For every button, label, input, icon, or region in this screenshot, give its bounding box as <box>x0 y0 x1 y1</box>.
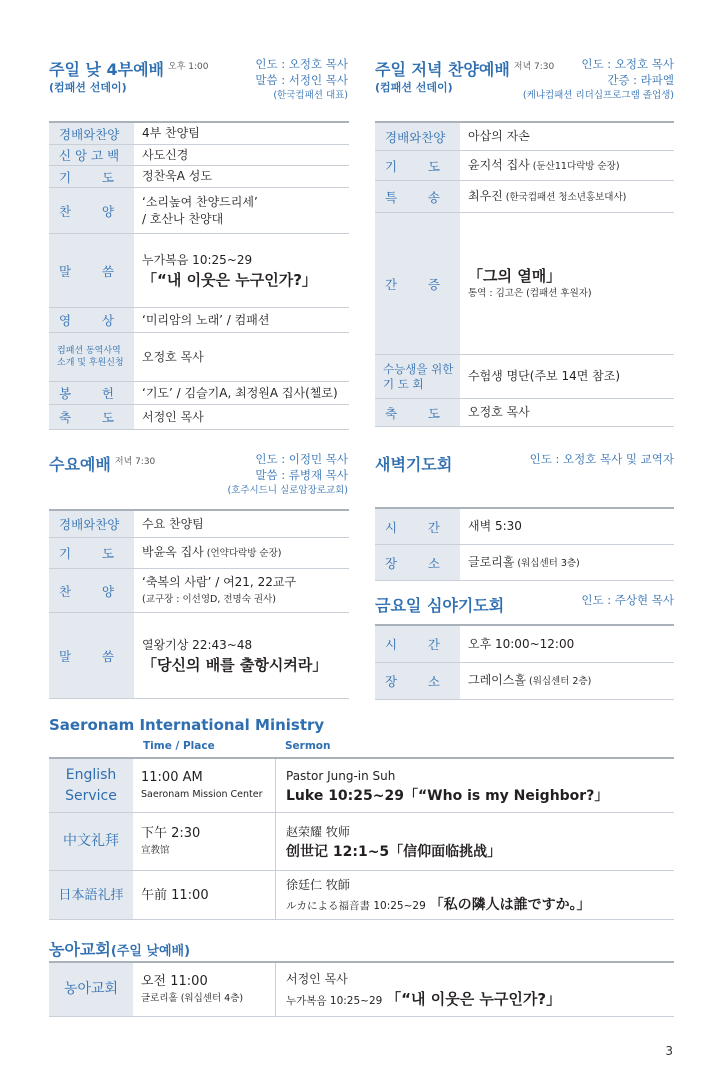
row-value: 서정인 목사 <box>142 409 204 424</box>
row-label: 신 앙 고 백 <box>49 145 134 165</box>
row-value: ‘소리높여 찬양드리세’ / 호산나 찬양대 <box>142 194 258 226</box>
row-value: 「그의 열매」 통역 : 김고은 (컴패션 후원자) <box>460 213 674 354</box>
row-label: 경배와찬양 <box>49 123 134 144</box>
row-label: 장 소 <box>375 545 460 580</box>
table-row <box>375 545 674 581</box>
row-label: 봉 헌 <box>49 382 134 404</box>
row-label: 말 씀 <box>49 234 134 307</box>
dawn-table <box>375 507 674 579</box>
row-value: 새벽 5:30 <box>468 519 522 533</box>
table-row <box>49 511 349 538</box>
table-row <box>49 308 349 333</box>
sunday4-table <box>49 121 349 428</box>
intl-title: Saeronam International Ministry <box>49 716 325 734</box>
service-time: 下午 2:30 宣教馆 <box>141 825 201 856</box>
service-sermon: 서정인 목사 누가복음 10:25~29 「“내 이웃은 누구인가?」 <box>275 963 674 1016</box>
sunday4-leader: 인도 : 오정호 목사 <box>255 57 348 71</box>
evening-testimony: 간증 : 라파엘 <box>607 73 674 87</box>
evening-table <box>375 121 674 425</box>
table-row <box>49 405 349 430</box>
table-row <box>49 538 349 569</box>
row-value: 오정호 목사 <box>142 349 204 364</box>
row-label: 기 도 <box>49 538 134 568</box>
wednesday-preacher-org: (호주시드니 실로암장로교회) <box>227 485 348 496</box>
row-label: 특 송 <box>375 181 460 212</box>
row-value: 박윤옥 집사 (언약다락방 순장) <box>142 545 282 559</box>
service-name: 농아교회 <box>49 963 133 1016</box>
table-row <box>49 166 349 188</box>
table-row <box>49 759 674 813</box>
row-label: 말 씀 <box>49 613 134 698</box>
wednesday-title: 수요예배 $^{저녁 7:30}$ <box>49 455 156 474</box>
row-value: ‘축복의 사람’ / 여21, 22교구 (교구장 : 이선영D, 전명숙 권사) <box>142 574 297 605</box>
table-row <box>49 145 349 166</box>
sunday4-subtitle: (컴패션 선데이) <box>49 81 127 94</box>
row-label: 시 간 <box>375 626 460 662</box>
table-row <box>49 382 349 405</box>
wednesday-table <box>49 509 349 697</box>
table-row <box>49 613 349 699</box>
service-name: English Service <box>49 759 133 812</box>
sunday4-title: 주일 낮 4부예배 $^{오후 1:00}$ <box>49 60 209 79</box>
row-label: 간 증 <box>375 213 460 354</box>
table-row <box>375 123 674 151</box>
table-row <box>49 188 349 234</box>
dawn-leader: 인도 : 오정호 목사 및 교역자 <box>529 452 674 466</box>
row-value: 최우진 (한국컴패션 청소년홍보대사) <box>468 188 627 203</box>
wednesday-preacher: 말씀 : 류병재 목사 <box>255 468 348 482</box>
row-label: 장 소 <box>375 663 460 699</box>
evening-leader: 인도 : 오정호 목사 <box>581 57 674 71</box>
row-value: 수험생 명단(주보 14면 참조) <box>468 369 620 383</box>
dawn-title: 새벽기도회 <box>375 455 453 474</box>
friday-title: 금요일 심야기도회 <box>375 596 505 615</box>
row-value: ‘기도’ / 김슬기A, 최정원A 집사(첼로) <box>142 385 338 400</box>
row-value: ‘미리암의 노래’ / 컴패션 <box>142 312 270 327</box>
wednesday-time: 저녁 7:30 <box>114 457 156 467</box>
row-value: 사도신경 <box>142 147 189 162</box>
row-value: 그레이스홀 (워십센터 2층) <box>468 673 592 687</box>
row-label: 컴패션 동역사역 소개 및 후원신청 <box>49 333 134 381</box>
intl-head-sermon: Sermon <box>285 740 331 752</box>
nongah-table <box>49 961 674 1017</box>
row-value: 글로리홀 (워십센터 3층) <box>468 554 580 569</box>
table-row <box>375 355 674 399</box>
sermon-title: 「당신의 배를 출항시켜라」 <box>142 656 328 674</box>
row-label: 경배와찬양 <box>375 123 460 150</box>
nongah-title: 농아교회(주일 낮예배) <box>49 940 191 959</box>
sunday4-preacher-org: (한국컴패션 대표) <box>273 90 348 101</box>
page-number: 3 <box>665 1044 673 1058</box>
evening-time: 저녁 7:30 <box>513 62 555 72</box>
row-value: 윤지석 집사 (둔산11다락방 순장) <box>468 157 620 172</box>
evening-title: 주일 저녁 찬양예배 $^{저녁 7:30}$ <box>375 60 555 79</box>
sunday4-time: 오후 1:00 <box>168 62 209 72</box>
sunday4-leaders <box>255 56 348 104</box>
table-row <box>49 813 674 871</box>
service-sermon: Pastor Jung-in Suh Luke 10:25~29「“Who is my Neighbor?」 <box>275 759 674 812</box>
row-label: 축 도 <box>375 399 460 426</box>
table-row <box>375 181 674 213</box>
table-row <box>49 569 349 613</box>
service-time: 午前 11:00 <box>141 887 209 903</box>
service-name: 日本語礼拝 <box>49 871 133 919</box>
row-label: 경배와찬양 <box>49 511 134 537</box>
row-label: 수능생을 위한 기 도 회 <box>375 355 460 398</box>
table-row <box>375 213 674 355</box>
row-label: 찬 양 <box>49 569 134 612</box>
service-time: 오전 11:00 글로리홀 (워십센터 4층) <box>141 973 244 1004</box>
table-row <box>375 509 674 545</box>
row-value: 오후 10:00~12:00 <box>468 636 575 651</box>
row-value: 정찬욱A 성도 <box>142 169 212 183</box>
table-row <box>49 333 349 382</box>
table-row <box>49 963 674 1017</box>
service-name: 中文礼拜 <box>49 813 133 870</box>
friday-leader: 인도 : 주상현 목사 <box>581 593 674 607</box>
service-sermon: 赵荣耀 牧师 创世记 12:1~5「信仰面临挑战」 <box>275 813 674 870</box>
wednesday-leader: 인도 : 이정민 목사 <box>255 452 348 466</box>
table-row <box>375 399 674 427</box>
table-row <box>49 234 349 308</box>
row-value: 수요 찬양팀 <box>142 516 204 531</box>
table-row <box>375 663 674 700</box>
row-label: 기 도 <box>375 151 460 180</box>
row-value: 4부 찬양팀 <box>142 126 200 140</box>
service-sermon: 徐廷仁 牧師 ルカによる福音書 10:25~29 「私の隣人は誰ですか。」 <box>275 871 674 919</box>
table-row <box>49 123 349 145</box>
service-time: 11:00 AM Saeronam Mission Center <box>141 769 263 800</box>
row-label: 찬 양 <box>49 188 134 233</box>
sunday4-preacher: 말씀 : 서정인 목사 <box>255 73 348 87</box>
row-label: 영 상 <box>49 308 134 332</box>
sermon-title: 「“내 이웃은 누구인가?」 <box>142 271 317 289</box>
row-value: 누가복음 10:25~29 「“내 이웃은 누구인가?」 <box>134 234 349 307</box>
evening-testimony-org: (케냐컴패션 리더십프로그램 졸업생) <box>522 90 674 101</box>
row-value: 오정호 목사 <box>468 405 530 419</box>
row-value: 열왕기상 22:43~48 「당신의 배를 출항시켜라」 <box>134 613 349 698</box>
row-label: 기 도 <box>49 166 134 187</box>
row-label: 시 간 <box>375 509 460 544</box>
wednesday-leaders <box>227 451 348 499</box>
evening-subtitle: (컴패션 선데이) <box>375 81 453 94</box>
evening-leaders <box>523 56 674 104</box>
table-row <box>375 626 674 663</box>
row-value: 아삽의 자손 <box>468 129 530 143</box>
table-row <box>49 871 674 920</box>
intl-head-time: Time / Place <box>143 740 215 752</box>
testimony-title: 「그의 열매」 <box>468 267 562 285</box>
friday-table <box>375 624 674 698</box>
intl-table <box>49 740 674 920</box>
table-row <box>375 151 674 181</box>
row-label: 축 도 <box>49 405 134 429</box>
